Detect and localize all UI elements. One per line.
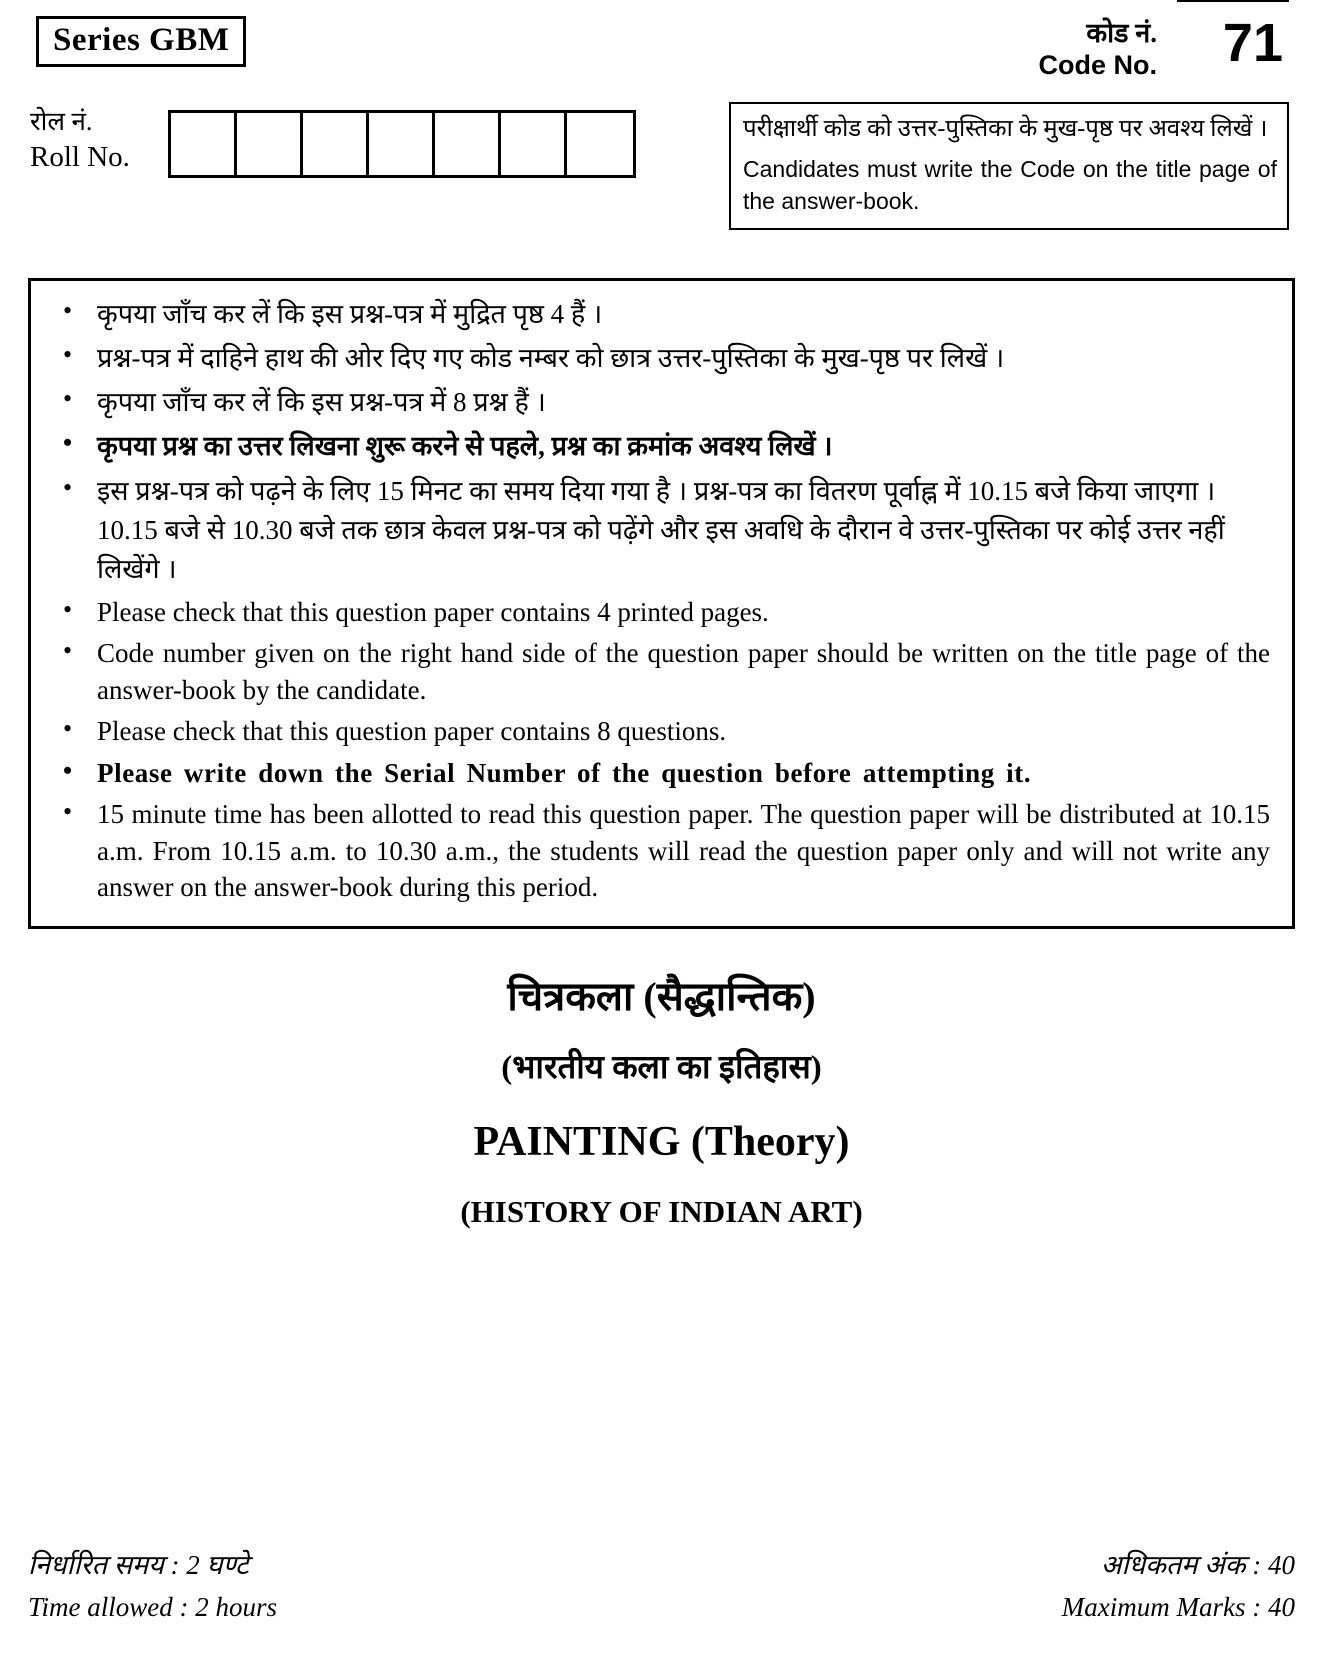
roll-digit-cell[interactable] [369,113,435,175]
instruction-item: • कृपया जाँच कर लें कि इस प्रश्न-पत्र में 8 प्रश्न हैं । [49,383,1270,422]
series-label: Series GBM [36,16,246,67]
code-english-label: Code No. [1038,49,1157,80]
roll-digit-cell[interactable] [237,113,303,175]
instruction-item: • Please write down the Serial Number of the question before attempting it. [49,755,1270,791]
title-hindi-main: चित्रकला (सैद्धान्तिक) [507,974,816,1020]
instruction-item: • 15 minute time has been allotted to read this question paper. The question paper will be distributed at 10.15 a.m. From 10.15 a.m. to 10.30 a.m., the students will read the question paper only and will not write any answer on the answer-book during this period. [49,796,1270,905]
time-allowed-hindi: निर्धारित समय : 2 घण्टे [28,1550,249,1581]
code-number: 71 [1222,13,1283,73]
code-hindi-label: कोड नं. [1086,18,1157,48]
paper-title-block [28,973,1295,1230]
instruction-item: • कृपया जाँच कर लें कि इस प्रश्न-पत्र में मुद्रित पृष्ठ 4 हैं । [49,295,1270,334]
roll-no-hindi-label: रोल नं. [30,107,93,136]
instruction-item: • इस प्रश्न-पत्र को पढ़ने के लिए 15 मिनट का समय दिया गया है । प्रश्न-पत्र का वितरण पूर्वाह्न में 10.15 बजे किया जाएगा । 10.15 बजे से 10.30 बजे तक छात्र केवल प्रश्न-पत्र को पढ़ेंगे और इस अवधि के दौरान वे उत्तर-पुस्तिका पर कोई उत्तर नहीं लिखेंगे । [49,472,1270,589]
instruction-item: • कृपया प्रश्न का उत्तर लिखना शुरू करने से पहले, प्रश्न का क्रमांक अवश्य लिखें । [49,427,1270,466]
title-hindi-sub: (भारतीय कला का इतिहास) [501,1050,822,1087]
instruction-item: • प्रश्न-पत्र में दाहिने हाथ की ओर दिए गए कोड नम्बर को छात्र उत्तर-पुस्तिका के मुख-पृष्ठ पर लिखें । [49,339,1270,378]
candidate-code-note [729,102,1289,230]
roll-and-note-row [28,92,1295,282]
roll-digit-cell[interactable] [435,113,501,175]
header-row [28,0,1295,92]
instruction-item: • Code number given on the right hand side of the question paper should be written on the title page of the answer-book by the candidate. [49,635,1270,708]
roll-digit-cell[interactable] [567,113,633,175]
time-allowed-english: Time allowed : 2 hours [28,1592,278,1623]
title-english-sub: (HISTORY OF INDIAN ART) [460,1194,863,1230]
instructions-list [49,295,1270,905]
roll-digit-cell[interactable] [303,113,369,175]
instruction-item: • Please check that this question paper contains 8 questions. [49,713,1270,749]
code-labels [1039,18,1158,82]
roll-no-input[interactable] [168,110,636,178]
time-allowed-block [28,1545,277,1629]
maximum-marks-block [1062,1545,1295,1629]
roll-digit-cell[interactable] [501,113,567,175]
footer-row [28,1545,1295,1629]
candidate-note-hindi: परीक्षार्थी कोड को उत्तर-पुस्तिका के मुख-पृष्ठ पर अवश्य लिखें । [743,116,1268,142]
maximum-marks-english: Maximum Marks : 40 [1061,1592,1295,1623]
code-stub-box [1177,0,1289,2]
title-english-main: PAINTING (Theory) [473,1119,850,1166]
roll-no-label [30,106,130,175]
instructions-box [28,278,1295,929]
roll-digit-cell[interactable] [171,113,237,175]
candidate-note-english: Candidates must write the Code on the title page of the answer-book. [743,155,1277,215]
maximum-marks-hindi: अधिकतम अंक : 40 [1100,1550,1295,1581]
roll-no-english-label: Roll No. [30,140,130,173]
instruction-item: • Please check that this question paper contains 4 printed pages. [49,594,1270,630]
